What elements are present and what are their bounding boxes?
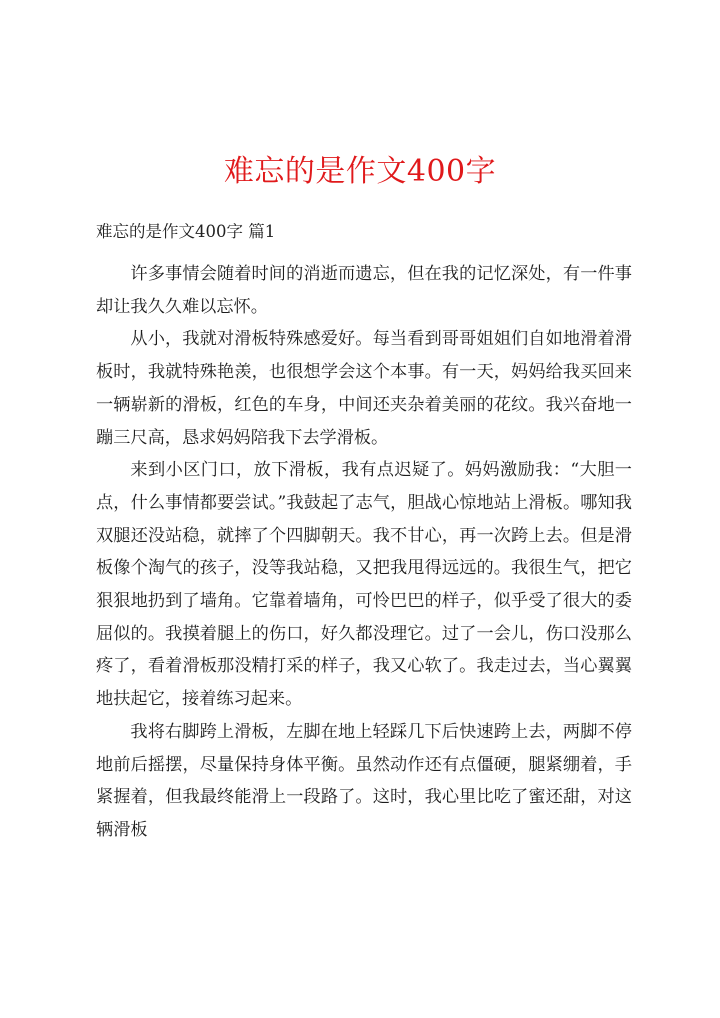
document-body [96, 258, 632, 847]
section-heading: 难忘的是作文400字 篇1 [96, 222, 276, 241]
paragraph-1: 许多事情会随着时间的消逝而遗忘，但在我的记忆深处，有一件事却让我久久难以忘怀。 [96, 264, 632, 317]
paragraph-4: 我将右脚跨上滑板，左脚在地上轻踩几下后快速跨上去，两脚不停地前后摇摆，尽量保持身体平衡。虽然动作还有点僵硬，腿紧绷着，手紧握着，但我最终能滑上一段路了。这时，我心里比吃了蜜还甜，对这辆滑板 [96, 721, 632, 840]
paragraph-3: 来到小区门口，放下滑板，我有点迟疑了。妈妈激励我：“大胆一点，什么事情都要尝试。”我鼓起了志气，胆战心惊地站上滑板。哪知我双腿还没站稳，就摔了个四脚朝天。我不甘心，再一次跨上去。但是滑板像个淘气的孩子，没等我站稳，又把我甩得远远的。我很生气，把它狠狠地扔到了墙角。它靠着墙角，可怜巴巴的样子，似乎受了很大的委屈似的。我摸着腿上的伤口，好久都没理它。过了一会儿，伤口没那么疼了，看着滑板那没精打采的样子，我又心软了。我走过去，当心翼翼地扶起它，接着练习起来。 [96, 460, 632, 710]
document-title: 难忘的是作文400字 [223, 154, 497, 189]
paragraph-2: 从小，我就对滑板特殊感爱好。每当看到哥哥姐姐们自如地滑着滑板时，我就特殊艳羡，也很想学会这个本事。有一天，妈妈给我买回来一辆崭新的滑板，红色的车身，中间还夹杂着美丽的花纹。我兴奋地一蹦三尺高，恳求妈妈陪我下去学滑板。 [96, 329, 632, 448]
